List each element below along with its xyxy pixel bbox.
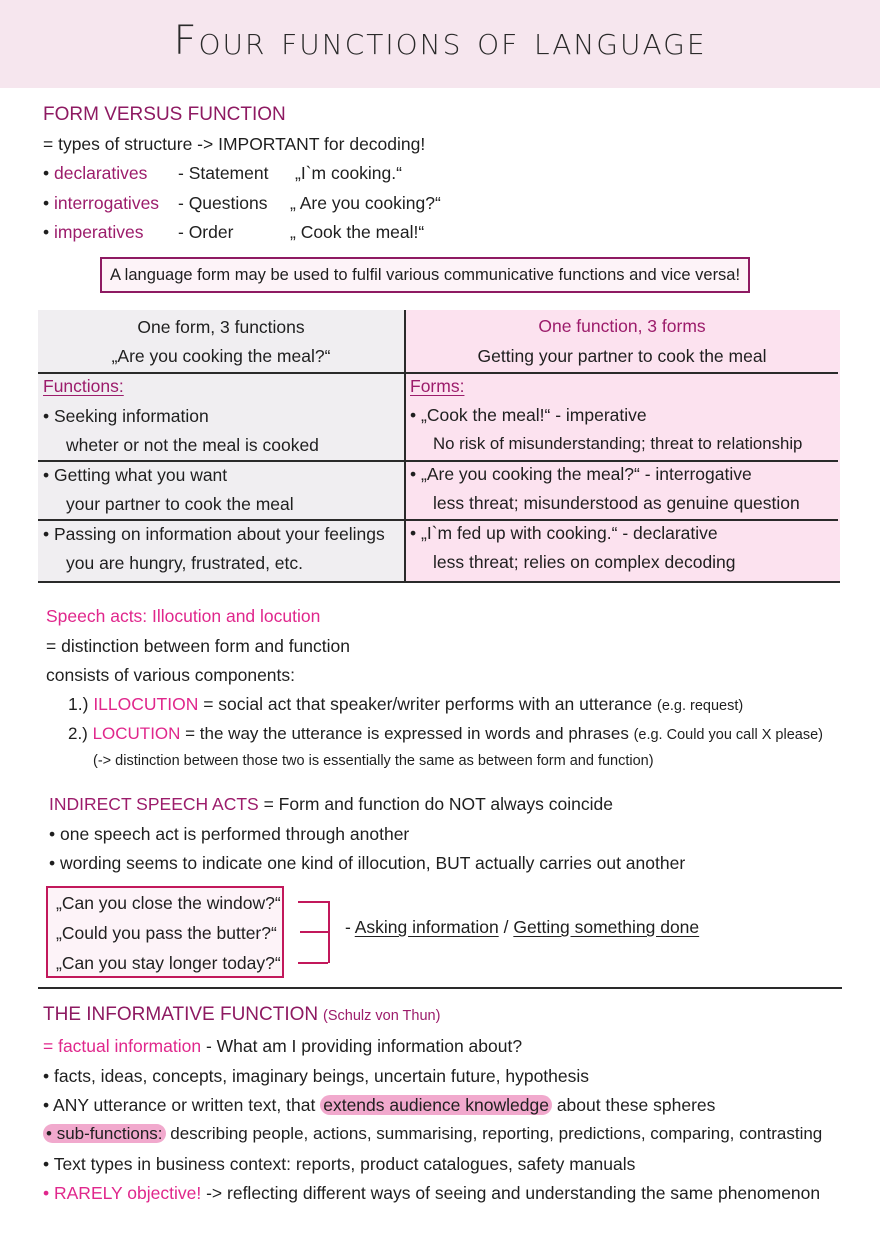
form-term: imperatives xyxy=(54,222,144,242)
boxed-note: A language form may be used to fulfil various communicative functions and vice versa! xyxy=(100,257,750,293)
form-item-detail: less threat; misunderstood as genuine question xyxy=(433,493,800,513)
form-example: „ Are you cooking?“ xyxy=(290,193,441,213)
informative-definition: = factual information - What am I providing information about? xyxy=(43,1036,523,1056)
speech-acts-heading: Speech acts: Illocution and locution xyxy=(46,606,321,626)
example-utterance: „Can you stay longer today?“ xyxy=(56,953,281,973)
informative-bullet: • RARELY objective! -> reflecting different ways of seeing and understanding the same phenomenon xyxy=(43,1183,821,1203)
form-item-detail: No risk of misunderstanding; threat to relationship xyxy=(433,434,803,453)
form-example: „I`m cooking.“ xyxy=(295,163,402,183)
highlight: extends audience knowledge xyxy=(320,1095,552,1115)
form-item: • „Are you cooking the meal?“ - interrogative xyxy=(410,464,752,484)
form-term: interrogatives xyxy=(54,193,160,213)
function-item-detail: you are hungry, frustrated, etc. xyxy=(66,553,304,573)
form-example: „ Cook the meal!“ xyxy=(290,222,425,242)
informative-bullet: • Text types in business context: reports, product catalogues, safety manuals xyxy=(43,1154,636,1174)
form-type: - Statement xyxy=(178,163,269,183)
function-item: • Seeking information xyxy=(43,406,209,426)
informative-bullet: • sub-functions: describing people, actions, summarising, reporting, predictions, comparing, contrasting xyxy=(43,1124,822,1144)
highlight: sub-functions: xyxy=(56,1124,163,1143)
function-item: • Getting what you want xyxy=(43,465,228,485)
indirect-result: - Asking information / Getting something done xyxy=(345,917,700,937)
form-function-intro: = types of structure -> IMPORTANT for decoding! xyxy=(43,134,426,154)
forms-label: Forms: xyxy=(410,376,465,396)
illocution-item: 1.) ILLOCUTION = social act that speaker/writer performs with an utterance (e.g. request) xyxy=(68,694,744,714)
example-utterance: „Could you pass the butter?“ xyxy=(56,923,277,943)
indirect-bullet: • wording seems to indicate one kind of illocution, BUT actually carries out another xyxy=(49,853,686,873)
form-item-detail: less threat; relies on complex decoding xyxy=(433,552,736,572)
bracket-line xyxy=(298,962,328,964)
informative-bullet: • facts, ideas, concepts, imaginary beings, uncertain future, hypothesis xyxy=(43,1066,590,1086)
form-function-heading: FORM VERSUS FUNCTION xyxy=(43,104,286,125)
example-utterance: „Can you close the window?“ xyxy=(56,893,281,913)
bracket-line xyxy=(298,901,328,903)
speech-acts-note: (-> distinction between those two is essentially the same as between form and function) xyxy=(93,753,654,769)
indirect-heading: INDIRECT SPEECH ACTS = Form and function do NOT always coincide xyxy=(49,794,613,814)
speech-acts-line: = distinction between form and function xyxy=(46,636,351,656)
functions-label: Functions: xyxy=(43,376,124,396)
table-left-subheader: „Are you cooking the meal?“ xyxy=(111,346,331,366)
bracket-line xyxy=(300,931,328,933)
page-title: Four functions of language xyxy=(173,18,707,64)
form-item: • „I`m fed up with cooking.“ - declarative xyxy=(410,523,718,543)
function-item: • Passing on information about your feelings xyxy=(43,524,385,544)
informative-heading: THE INFORMATIVE FUNCTION (Schulz von Thun) xyxy=(43,1004,441,1025)
form-item: • „Cook the meal!“ - imperative xyxy=(410,405,647,425)
table-left-header: One form, 3 functions xyxy=(137,317,305,337)
function-item-detail: your partner to cook the meal xyxy=(66,494,294,514)
locution-item: 2.) LOCUTION = the way the utterance is expressed in words and phrases (e.g. Could you call X please) xyxy=(68,724,823,743)
section-rule xyxy=(38,987,842,989)
informative-bullet: • ANY utterance or written text, that extends audience knowledge about these spheres xyxy=(43,1095,716,1115)
table-right-header: One function, 3 forms xyxy=(538,316,706,336)
function-item-detail: wheter or not the meal is cooked xyxy=(66,435,319,455)
table-rule xyxy=(38,460,838,462)
form-type: - Order xyxy=(178,222,234,242)
form-type: - Questions xyxy=(178,193,268,213)
indirect-bullet: • one speech act is performed through another xyxy=(49,824,410,844)
form-row: • interrogatives xyxy=(43,193,160,213)
table-rule xyxy=(38,581,840,583)
table-right-subheader: Getting your partner to cook the meal xyxy=(477,346,767,366)
table-rule xyxy=(38,519,838,521)
table-rule xyxy=(38,372,838,374)
form-row: • declaratives xyxy=(43,163,148,183)
form-row: • imperatives xyxy=(43,222,144,242)
bracket-line xyxy=(328,901,330,963)
speech-acts-line: consists of various components: xyxy=(46,665,296,685)
form-term: declaratives xyxy=(54,163,148,183)
